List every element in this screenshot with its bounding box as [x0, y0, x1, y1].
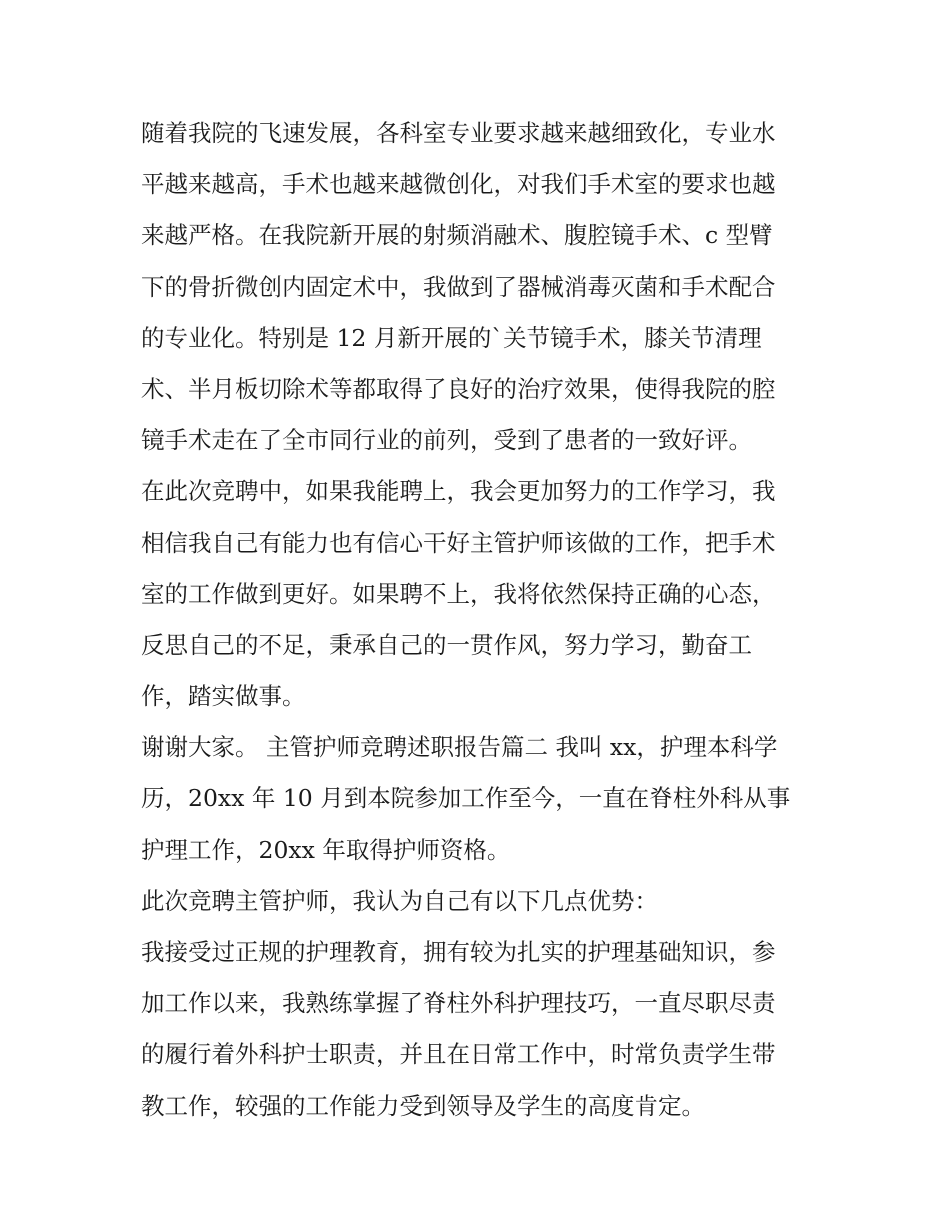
- text-line: 的履行着外科护士职责，并且在日常工作中，时常负责学生带: [141, 1040, 776, 1069]
- text-line: 谢谢大家。 主管护师竞聘述职报告篇二 我叫 xx，护理本科学: [141, 733, 778, 762]
- text-line: 此次竞聘主管护师，我认为自己有以下几点优势：: [141, 886, 658, 915]
- body-text: [141, 108, 821, 1132]
- text-line: 随着我院的飞速发展，各科室专业要求越来越细致化，专业水: [141, 119, 776, 147]
- text-line: 下的骨折微创内固定术中，我做到了器械消毒灭菌和手术配合: [141, 272, 776, 301]
- text-line: 平越来越高，手术也越来越微创化，对我们手术室的要求也越: [141, 170, 776, 199]
- text-line: 护理工作，20xx 年取得护师资格。: [141, 835, 511, 864]
- text-line: 的专业化。特别是 12 月新开展的`关节镜手术，膝关节清理: [141, 323, 762, 352]
- text-line: 加工作以来，我熟练掌握了脊柱外科护理技巧，一直尽职尽责: [141, 989, 776, 1018]
- text-line: 镜手术走在了全市同行业的前列，受到了患者的一致好评。: [141, 426, 752, 455]
- text-line: 来越严格。在我院新开展的射频消融术、腹腔镜手术、c 型臂: [141, 221, 773, 250]
- text-line: 我接受过正规的护理教育，拥有较为扎实的护理基础知识，参: [141, 938, 776, 966]
- text-line: 术、半月板切除术等都取得了良好的治疗效果，使得我院的腔: [141, 374, 776, 403]
- text-line: 在此次竞聘中，如果我能聘上，我会更加努力的工作学习，我: [141, 477, 776, 506]
- text-line: 反思自己的不足，秉承自己的一贯作风，努力学习，勤奋工: [141, 630, 752, 659]
- text-line: 相信我自己有能力也有信心干好主管护师该做的工作，把手术: [141, 528, 776, 557]
- text-line: 室的工作做到更好。如果聘不上，我将依然保持正确的心态，: [141, 579, 776, 608]
- text-line: 教工作，较强的工作能力受到领导及学生的高度肯定。: [141, 1091, 705, 1120]
- text-line: 作，踏实做事。: [141, 682, 306, 711]
- text-line: 历，20xx 年 10 月到本院参加工作至今，一直在脊柱外科从事: [141, 784, 791, 813]
